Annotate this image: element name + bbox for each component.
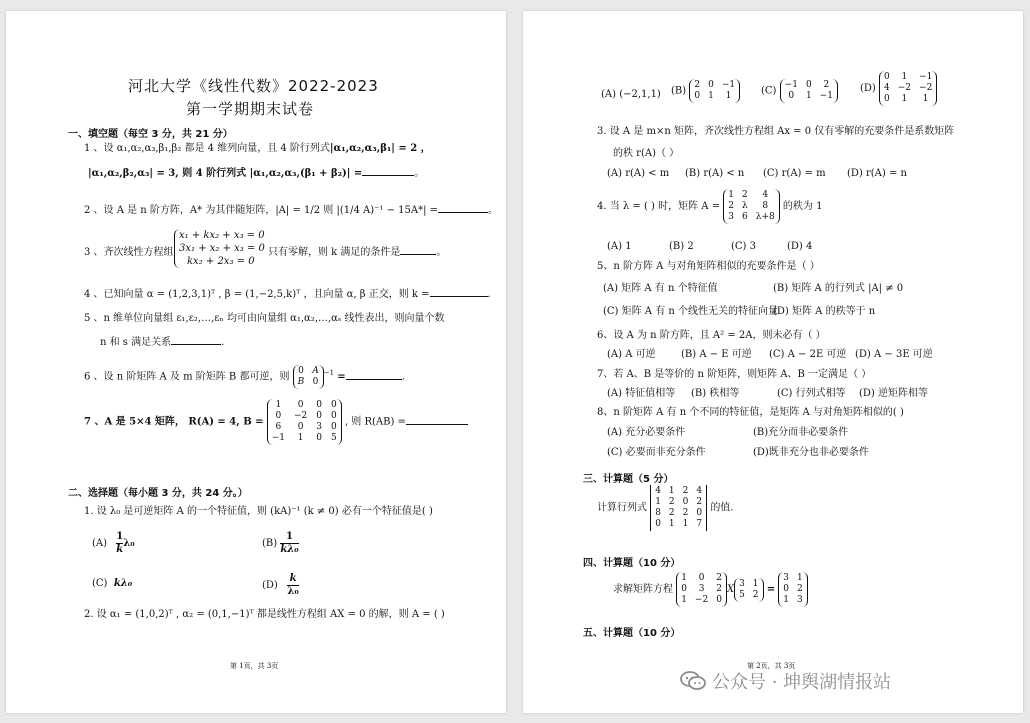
choice-8-option-d: (D)既非充分也非必要条件 [753,447,869,458]
q6-matrix: 0 A B 0 [293,365,324,389]
choice-3-option-a: (A) r(A) < m [607,168,670,179]
choice-3-option-d: (D) r(A) = n [847,168,907,179]
section-4-matrix-3: 3 1 0 2 1 3 [778,572,807,607]
exam-page-2 [523,11,1023,713]
choice-4-option-a: (A) 1 [607,241,632,252]
q1-line1: 1 、设 α₁,α₂,α₃,β₁,β₂ 都是 4 维列向量，且 4 阶行列式|α₁,α₂,α₃,β₁| = 2 ， [84,143,431,154]
q4: 4 、已知向量 α = (1,2,3,1)ᵀ , β = (1,−2,5,k)ᵀ ，且向量 α, β 正交，则 k = . [84,289,491,300]
section-4-matrix-1: 1 0 2 0 3 2 1 −2 0 [676,572,727,607]
choice-2-option-c: (C) −1 0 2 0 1 −1 [761,79,838,103]
section-4-question: 求解矩阵方程 1 0 2 0 3 2 1 −2 0 X 3 1 5 2 = 3 1 0 2 1 3 [613,572,808,607]
choice-7-option-c: (C) 行列式相等 [777,388,846,399]
page-footer: 第 2页，共 3页 [747,662,796,670]
watermark [680,668,891,694]
choice-1-option-c: (C) kλ₀ [92,578,133,589]
section-3-determinant: 4 1 2 4 1 2 0 2 8 2 2 0 0 1 1 7 [650,485,707,531]
choice-2-stem: 2. 设 α₁ = (1,0,2)ᵀ , α₂ = (0,1,−1)ᵀ 都是线性方程组 AX = 0 的解，则 A = ( ) [84,609,445,620]
choice-5-option-b: (B) 矩阵 A 的行列式 |A| ≠ 0 [773,283,904,294]
q3: 3 、齐次线性方程组 [84,247,174,258]
choice-3-option-b: (B) r(A) < n [685,168,745,179]
choice-1-stem: 1. 设 λ₀ 是可逆矩阵 A 的一个特征值，则 (kA)⁻¹ (k ≠ 0) 必有一个特征值是( ) [84,506,433,517]
page-title: 河北大学《线性代数》2022-2023 [128,77,379,95]
choice-3-stem-2: 的秩 r(A)（ ） [613,148,680,159]
choice-7-option-b: (B) 秩相等 [691,388,740,399]
choice-7-option-a: (A) 特征值相等 [607,388,676,399]
choice-2-matrix-c: −1 0 2 0 1 −1 [780,79,838,103]
q6: 6 、设 n 阶矩阵 A 及 m 阶矩阵 B 都可逆，则 0 A B 0 $^{-1}$ = . [84,366,405,387]
choice-4-option-b: (B) 2 [669,241,694,252]
choice-4-matrix: 1 2 4 2 λ 8 3 6 λ+8 [723,189,779,224]
section-3-header: 三、计算题（5 分） [583,474,674,485]
choice-6-stem: 6、设 A 为 n 阶方阵，且 A² = 2A，则未必有（ ） [597,330,826,341]
choice-6-option-d: (D) A − 3E 可逆 [855,349,933,360]
choice-8-option-b: (B)充分而非必要条件 [753,427,849,438]
choice-2-matrix-d: 0 1 −1 4 −2 −2 0 1 1 [879,71,937,106]
q5-line2: n 和 s 满足关系 . [100,337,225,348]
q7-matrix: 1 0 0 0 0 −2 0 0 6 0 3 0 −1 1 0 5 [267,399,342,445]
choice-8-option-a: (A) 充分必要条件 [607,427,686,438]
choice-4-option-c: (C) 3 [731,241,756,252]
section-4-matrix-2: 3 1 5 2 [734,578,763,602]
section-2-header: 二、选择题（每小题 3 分，共 24 分。） [68,488,248,499]
q2: 2 、设 A 是 n 阶方阵，A* 为其伴随矩阵，|A| = 1/2 则 |(1/4 A)⁻¹ − 15A*| = 。 [84,205,499,216]
choice-1-option-a: (A) $\frac{1}{k}$ λ₀ [92,531,135,555]
choice-7-stem: 7、若 A、B 是等价的 n 阶矩阵，则矩阵 A、B 一定满足（ ） [597,369,872,380]
choice-8-stem: 8、n 阶矩阵 A 有 n 个不同的特征值，是矩阵 A 与对角矩阵相似的( ) [597,407,904,418]
choice-7-option-d: (D) 逆矩阵相等 [859,388,928,399]
choice-8-option-c: (C) 必要而非充分条件 [607,447,706,458]
q3-system: x₁ + kx₂ + x₃ = 0 3x₁ + x₂ + x₃ = 0 kx₂ + 2x₃ = 0 [174,229,265,268]
choice-2-option-d: (D) 0 1 −1 4 −2 −2 0 1 1 [860,71,937,106]
choice-1-option-b: (B) $\frac{1}{\text{kλ₀}}$ [262,531,299,555]
section-5-header: 五、计算题（10 分） [583,628,681,639]
section-1-header: 一、填空题（每空 3 分，共 21 分） [68,129,233,140]
choice-5-option-a: (A) 矩阵 A 有 n 个特征值 [603,283,718,294]
q7: 7 、A 是 5×4 矩阵， R(A) = 4, B = 1 0 0 0 0 −2 0 0 6 0 3 0 −1 1 0 5 , 则 R(AB) = [84,399,468,445]
q5-line1: 5 、n 维单位向量组 ε₁,ε₂,…,εₙ 均可由向量组 α₁,α₂,…,αₛ 线性表出，则向量个数 [84,313,445,324]
page-subtitle: 第一学期期末试卷 [186,100,315,118]
watermark-text: 公众号 · 坤舆湖情报站 [712,672,892,693]
exam-page-1 [6,11,506,713]
section-3-question: 计算行列式 4 1 2 4 1 2 0 2 8 2 2 0 0 1 1 7 的值. [597,486,734,529]
page-footer: 第 1页，共 3页 [230,662,279,670]
section-4-header: 四、计算题（10 分） [583,558,681,569]
choice-5-option-c: (C) 矩阵 A 有 n 个线性无关的特征向量 [603,306,779,317]
choice-2-option-b: (B) 2 0 −1 0 1 1 [671,79,740,103]
q1-line2: |α₁,α₂,β₂,α₃| = 3, 则 4 阶行列式 |α₁,α₂,α₃,(β₁ + β₂)| = 。 [88,168,425,179]
choice-4-stem: 4. 当 λ = ( ) 时，矩阵 A = 1 2 4 2 λ 8 3 6 λ+8 的秩为 1 [597,190,823,222]
choice-1-option-d: (D) $\frac{k}{\text{λ₀}}$ [262,573,299,597]
q3-suffix: 只有零解，则 k 满足的条件是 。 [268,247,447,258]
choice-4-option-d: (D) 4 [787,241,813,252]
choice-6-option-b: (B) A − E 可逆 [681,349,752,360]
choice-3-stem: 3. 设 A 是 m×n 矩阵，齐次线性方程组 Ax = 0 仅有零解的充要条件是系数矩阵 [597,126,955,137]
choice-6-option-c: (C) A − 2E 可逆 [769,349,847,360]
choice-2-matrix-b: 2 0 −1 0 1 1 [689,79,740,103]
choice-5-stem: 5、n 阶方阵 A 与对角矩阵相似的充要条件是（ ） [597,261,820,272]
choice-5-option-d: (D) 矩阵 A 的秩等于 n [773,306,876,317]
choice-2-option-a: (A) (−2,1,1) [601,89,661,100]
choice-6-option-a: (A) A 可逆 [607,349,656,360]
choice-3-option-c: (C) r(A) = m [763,168,826,179]
wechat-icon [680,671,706,691]
